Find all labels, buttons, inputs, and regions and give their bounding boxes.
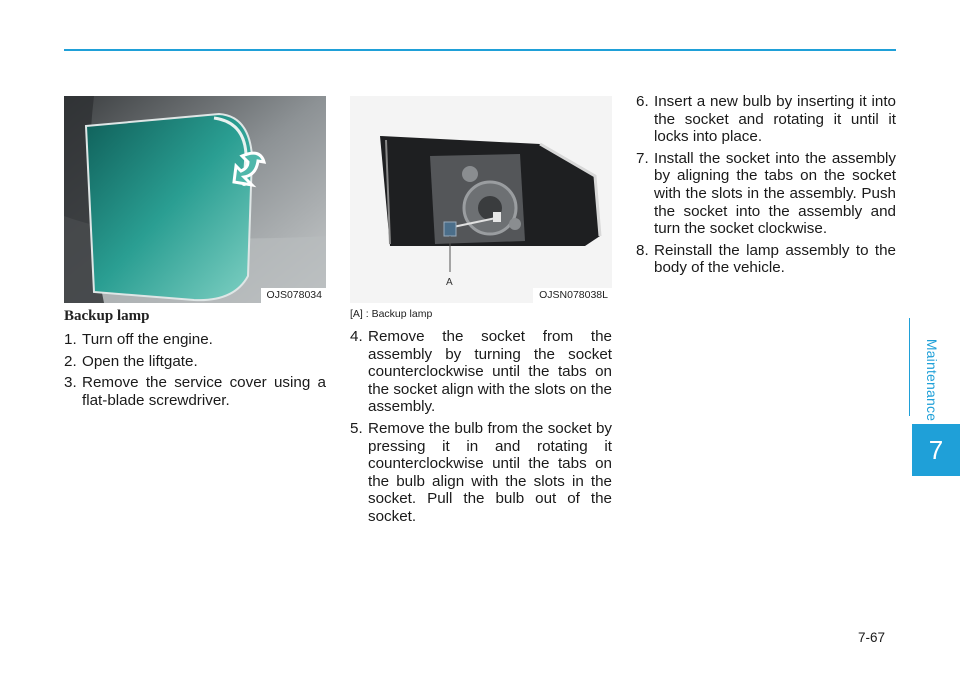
step-item (350, 420, 612, 526)
step-item (64, 353, 326, 371)
figure-backup-lamp (350, 96, 612, 303)
step-number: 4. (350, 328, 363, 345)
step-number: 7. (636, 149, 649, 167)
step-text: Install the socket into the assembly by aligning the tabs on the socket with the slots in the assembly. Push the socket into the assembly and turn the socket clockwise. (654, 149, 896, 238)
step-item (636, 93, 896, 146)
page-number: 7-67 (858, 630, 886, 645)
step-text: Turn off the engine. (82, 331, 213, 348)
lamp-assembly-illustration (350, 96, 612, 303)
figure-service-cover (64, 96, 326, 303)
chapter-tab: 7 (912, 424, 960, 476)
step-number: 8. (636, 241, 649, 259)
step-text: Reinstall the lamp assembly to the body of the vehicle. (654, 241, 896, 277)
step-item (64, 374, 326, 409)
step-text: Insert a new bulb by inserting it into the socket and rotating it until it locks into place. (654, 93, 896, 146)
steps-column-3 (636, 93, 896, 281)
figure-code: OJS078034 (261, 288, 326, 303)
figure-code: OJSN078038L (533, 288, 612, 303)
header-rule (64, 49, 896, 51)
step-item (636, 150, 896, 238)
step-number: 5. (350, 419, 363, 437)
step-text: Remove the service cover using a flat-blade screwdriver. (82, 374, 326, 409)
step-number: 1. (64, 331, 77, 348)
callout-marker: A (446, 277, 453, 288)
steps-column-2 (350, 328, 612, 530)
step-number: 6. (636, 93, 649, 110)
step-item (350, 328, 612, 416)
section-title: Maintenance (924, 338, 940, 422)
figure-caption: [A] : Backup lamp (350, 308, 433, 320)
step-text: Remove the bulb from the socket by pressing it in and rotating it counterclockwise until the tabs on the bulb align with the slots in the socket. Pull the bulb out of the socket. (368, 419, 612, 525)
section-heading: Backup lamp (64, 308, 150, 324)
steps-column-1 (64, 331, 326, 413)
step-number: 3. (64, 374, 77, 392)
side-rule (909, 318, 910, 416)
step-item (636, 242, 896, 277)
step-number: 2. (64, 352, 77, 370)
step-text: Remove the socket from the assembly by turning the socket counterclockwise until the tabs on the socket align with the slots on the assembly. (368, 328, 612, 416)
step-item (64, 331, 326, 349)
service-cover-illustration (64, 96, 326, 303)
step-text: Open the liftgate. (82, 352, 198, 370)
